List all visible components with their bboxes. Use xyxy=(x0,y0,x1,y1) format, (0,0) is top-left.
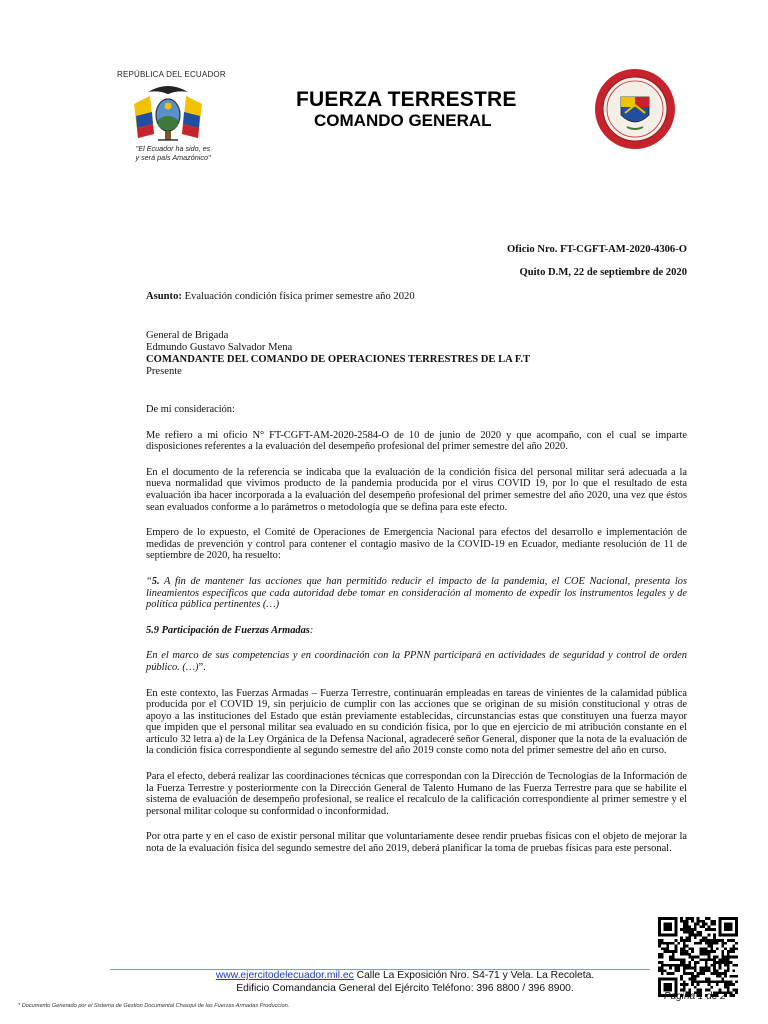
qr-code-icon xyxy=(658,917,738,997)
quote-2-heading: 5.9 Participación de Fuerzas Armadas xyxy=(146,624,310,636)
footer-address xyxy=(190,970,620,981)
paragraph-4: En este contexto, las Fuerzas Armadas – Fuerza Terrestre, continuarán empleadas en tareas de vinientes de la calamidad pública producida por el COVID 19, sin perjuicio de cumplir con las acciones que se originan de su misión constitucional y otras de apoyo a las instituciones del Estado que están previamente establecidas, circunstancias estas que constituyen una fuerza mayor que impiden que el personal militar sea evaluado en su condición física, por lo que en ejercicio de mi atribución constante en el artículo 32 letra a) de la Ley Orgánica de la Defensa Nacional, agradeceré señor General, disponer que la nota de la evaluación de la condición física correspondiente al segundo semestre del año 2019 conste como nota del primer semestre del año en curso. xyxy=(146,687,687,757)
org-subtitle: COMANDO GENERAL xyxy=(314,111,492,130)
recipient-block xyxy=(146,330,530,378)
quote-close: ”. xyxy=(198,661,206,673)
quote-1 xyxy=(146,576,687,611)
motto-line-1: "El Ecuador ha sido, es xyxy=(135,144,211,153)
recipient-position: COMANDANTE DEL COMANDO DE OPERACIONES TERRESTRES DE LA F.T xyxy=(146,354,531,365)
paragraph-2: En el documento de la referencia se indicaba que la evaluación de la condición física del personal militar será adecuada a la nueva normalidad que vivimos producto de la pandemia producida por el virus COVID 19, por lo que el resultado de esta evaluación iba hacer incorporada a la evaluación del desempeño profesional del primer semestre del año 2020, una vez que éstos sean evaluados conforme a lo parámetros o metodología que se defina para este efecto. xyxy=(146,466,687,513)
subject-text: Evaluación condición física primer semestre año 2020 xyxy=(181,291,415,302)
quote-2-colon: : xyxy=(309,624,314,636)
greeting: De mi consideración: xyxy=(146,404,235,415)
quote-3-text: En el marco de sus competencias y en coordinación con la PPNN participará en actividades de seguridad y control de orden público. (…) xyxy=(146,650,687,673)
recipient-rank: General de Brigada xyxy=(146,330,229,341)
motto-line-2: y será país Amazónico" xyxy=(135,153,211,162)
subject-line xyxy=(146,291,415,302)
footer-address-text: Calle La Exposición Nro. S4-71 y Vela. La Recoleta. xyxy=(353,970,595,981)
ecuador-coat-of-arms-icon xyxy=(128,82,208,144)
army-seal-icon xyxy=(593,67,677,151)
recipient-name: Edmundo Gustavo Salvador Mena xyxy=(146,342,293,353)
quote-open: “ xyxy=(146,575,152,587)
paragraph-3: Empero de lo expuesto, el Comité de Operaciones de Emergencia Nacional para efectos del desarrollo e implementación de medidas de prevención y control para contener el contagio masivo de la COVID-19 en Ecuador, mediante resolución de 11 de septiembre de 2020, ha resuelto: xyxy=(146,527,687,562)
quote-1-number: 5. xyxy=(151,575,160,587)
org-title: FUERZA TERRESTRE xyxy=(296,88,517,111)
quote-1-text: A fin de mantener las acciones que han permitido reducir el impacto de la pandemia, el COE Nacional, presenta los lineamientos específicos que cada autoridad debe tomar en consideración al momento de expedir los instrumentos legales y de política pública pertinentes (…) xyxy=(146,575,687,611)
quote-3 xyxy=(146,650,687,673)
paragraph-1: Me refiero a mi oficio N° FT-CGFT-AM-2020-2584-O de 10 de junio de 2020 y que acompaño, con el cual se imparte disposiciones referentes a la evaluación del desempeño profesional del primer semestre del año 2020. xyxy=(146,429,687,453)
letter-body xyxy=(146,404,687,855)
quote-2 xyxy=(146,625,687,637)
republic-label: REPÚBLICA DEL ECUADOR xyxy=(117,70,226,79)
page-number: Pagina 1 de 2 xyxy=(664,991,726,1002)
generated-note: * Documento Generado por el Sistema de Gestion Documental Chasqui de las Fuerzas Armadas Produccion. xyxy=(18,1003,290,1009)
paragraph-6: Por otra parte y en el caso de existir personal militar que voluntariamente desee rendir pruebas físicas con el objeto de mejorar la nota de la evaluación física del segundo semestre del año 2019, deberá planificar la toma de pruebas físicas para este personal. xyxy=(146,831,687,855)
recipient-presente: Presente xyxy=(146,366,182,377)
oficio-number: Oficio Nro. FT-CGFT-AM-2020-4306-O xyxy=(507,244,687,255)
subject-label: Asunto: xyxy=(146,291,182,302)
footer-building: Edificio Comandancia General del Ejército Teléfono: 396 8800 / 396 8900. xyxy=(236,983,574,994)
document-date: Quito D.M, 22 de septiembre de 2020 xyxy=(519,267,687,278)
website-link[interactable]: www.ejercitodelecuador.mil.ec xyxy=(215,970,354,981)
motto xyxy=(118,144,228,162)
paragraph-5: Para el efecto, deberá realizar las coordinaciones técnicas que correspondan con la Dirección de Tecnologías de la Información de la Fuerza Terrestre y posteriormente con la Dirección General de Talento Humano de las Fuerza Terrestre para que se habilite el sistema de evaluación de desempeño profesional, se realice el recalculo de la calificación correspondiente al primer semestre y el personal militar coloque su conformidad o inconformidad. xyxy=(146,771,687,817)
